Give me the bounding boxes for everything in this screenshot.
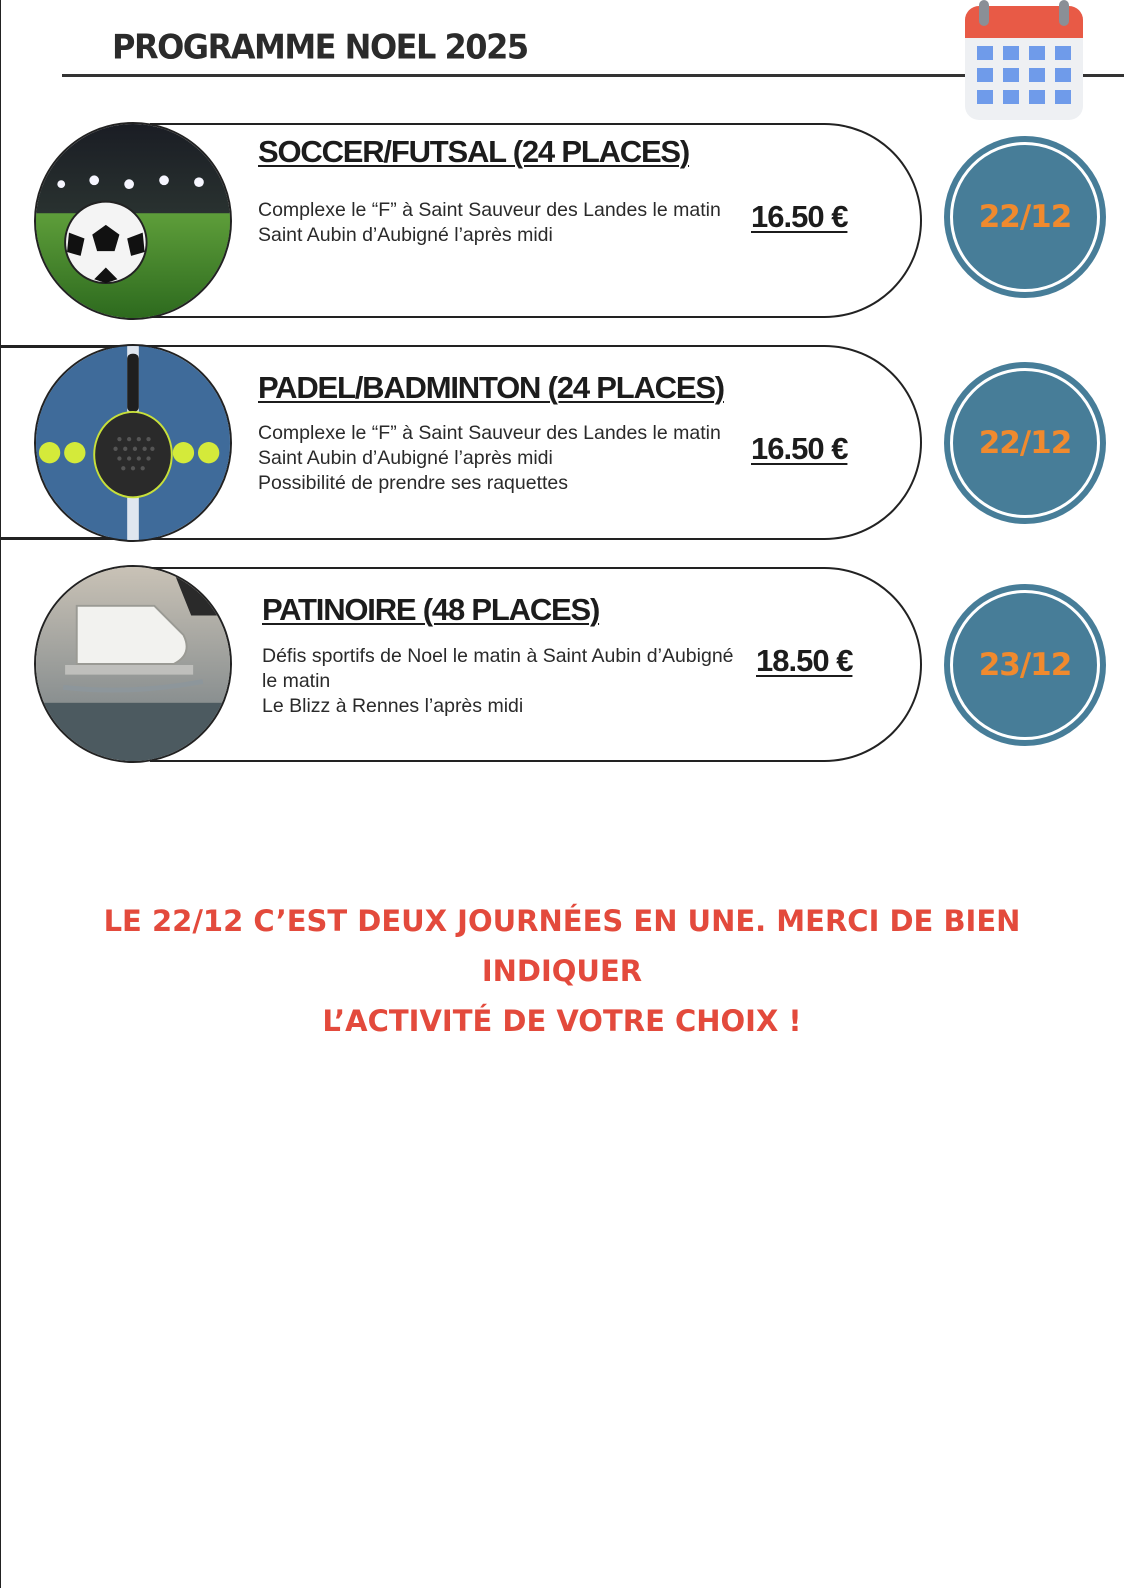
page-title: PROGRAMME NOEL 2025 [112, 27, 528, 67]
soccer-ball-stadium-image [34, 122, 232, 320]
notice-line: L’ACTIVITÉ DE VOTRE CHOIX ! [322, 1004, 802, 1038]
activity-price: 16.50 € [751, 431, 848, 466]
activity-line: Le Blizz à Rennes l’après midi [262, 695, 524, 717]
activity-line: Saint Aubin d’Aubigné l’après midi [258, 224, 553, 246]
activity-price: 16.50 € [751, 199, 848, 234]
activity-title: SOCCER/FUTSAL (24 PLACES) [258, 134, 690, 169]
activity-description [258, 421, 748, 496]
activity-line: le matin [262, 670, 331, 692]
activity-price: 18.50 € [756, 643, 853, 678]
activity-description [262, 644, 752, 719]
activity-line: Complexe le “F” à Saint Sauveur des Landes le matin [258, 199, 721, 221]
ice-skate-image [34, 565, 232, 763]
calendar-icon [965, 0, 1085, 122]
date-badge-text: 23/12 [978, 647, 1072, 683]
activity-line: Complexe le “F” à Saint Sauveur des Landes le matin [258, 422, 721, 444]
activity-description [258, 198, 748, 248]
notice-line: LE 22/12 C’EST DEUX JOURNÉES EN UNE. MERCI DE BIEN INDIQUER [103, 904, 1021, 988]
activity-line: Saint Aubin d’Aubigné l’après midi [258, 447, 553, 469]
notice-text [40, 896, 1084, 1046]
activity-line: Défis sportifs de Noel le matin à Saint Aubin d’Aubigné [262, 645, 734, 667]
activity-title: PATINOIRE (48 PLACES) [262, 592, 600, 627]
date-badge-text: 22/12 [978, 199, 1072, 235]
date-badge-text: 22/12 [978, 425, 1072, 461]
date-badge [944, 136, 1106, 298]
date-badge [944, 362, 1106, 524]
activity-title: PADEL/BADMINTON (24 PLACES) [258, 370, 724, 405]
date-badge [944, 584, 1106, 746]
activity-line: Possibilité de prendre ses raquettes [258, 472, 569, 494]
padel-racket-image [34, 344, 232, 542]
